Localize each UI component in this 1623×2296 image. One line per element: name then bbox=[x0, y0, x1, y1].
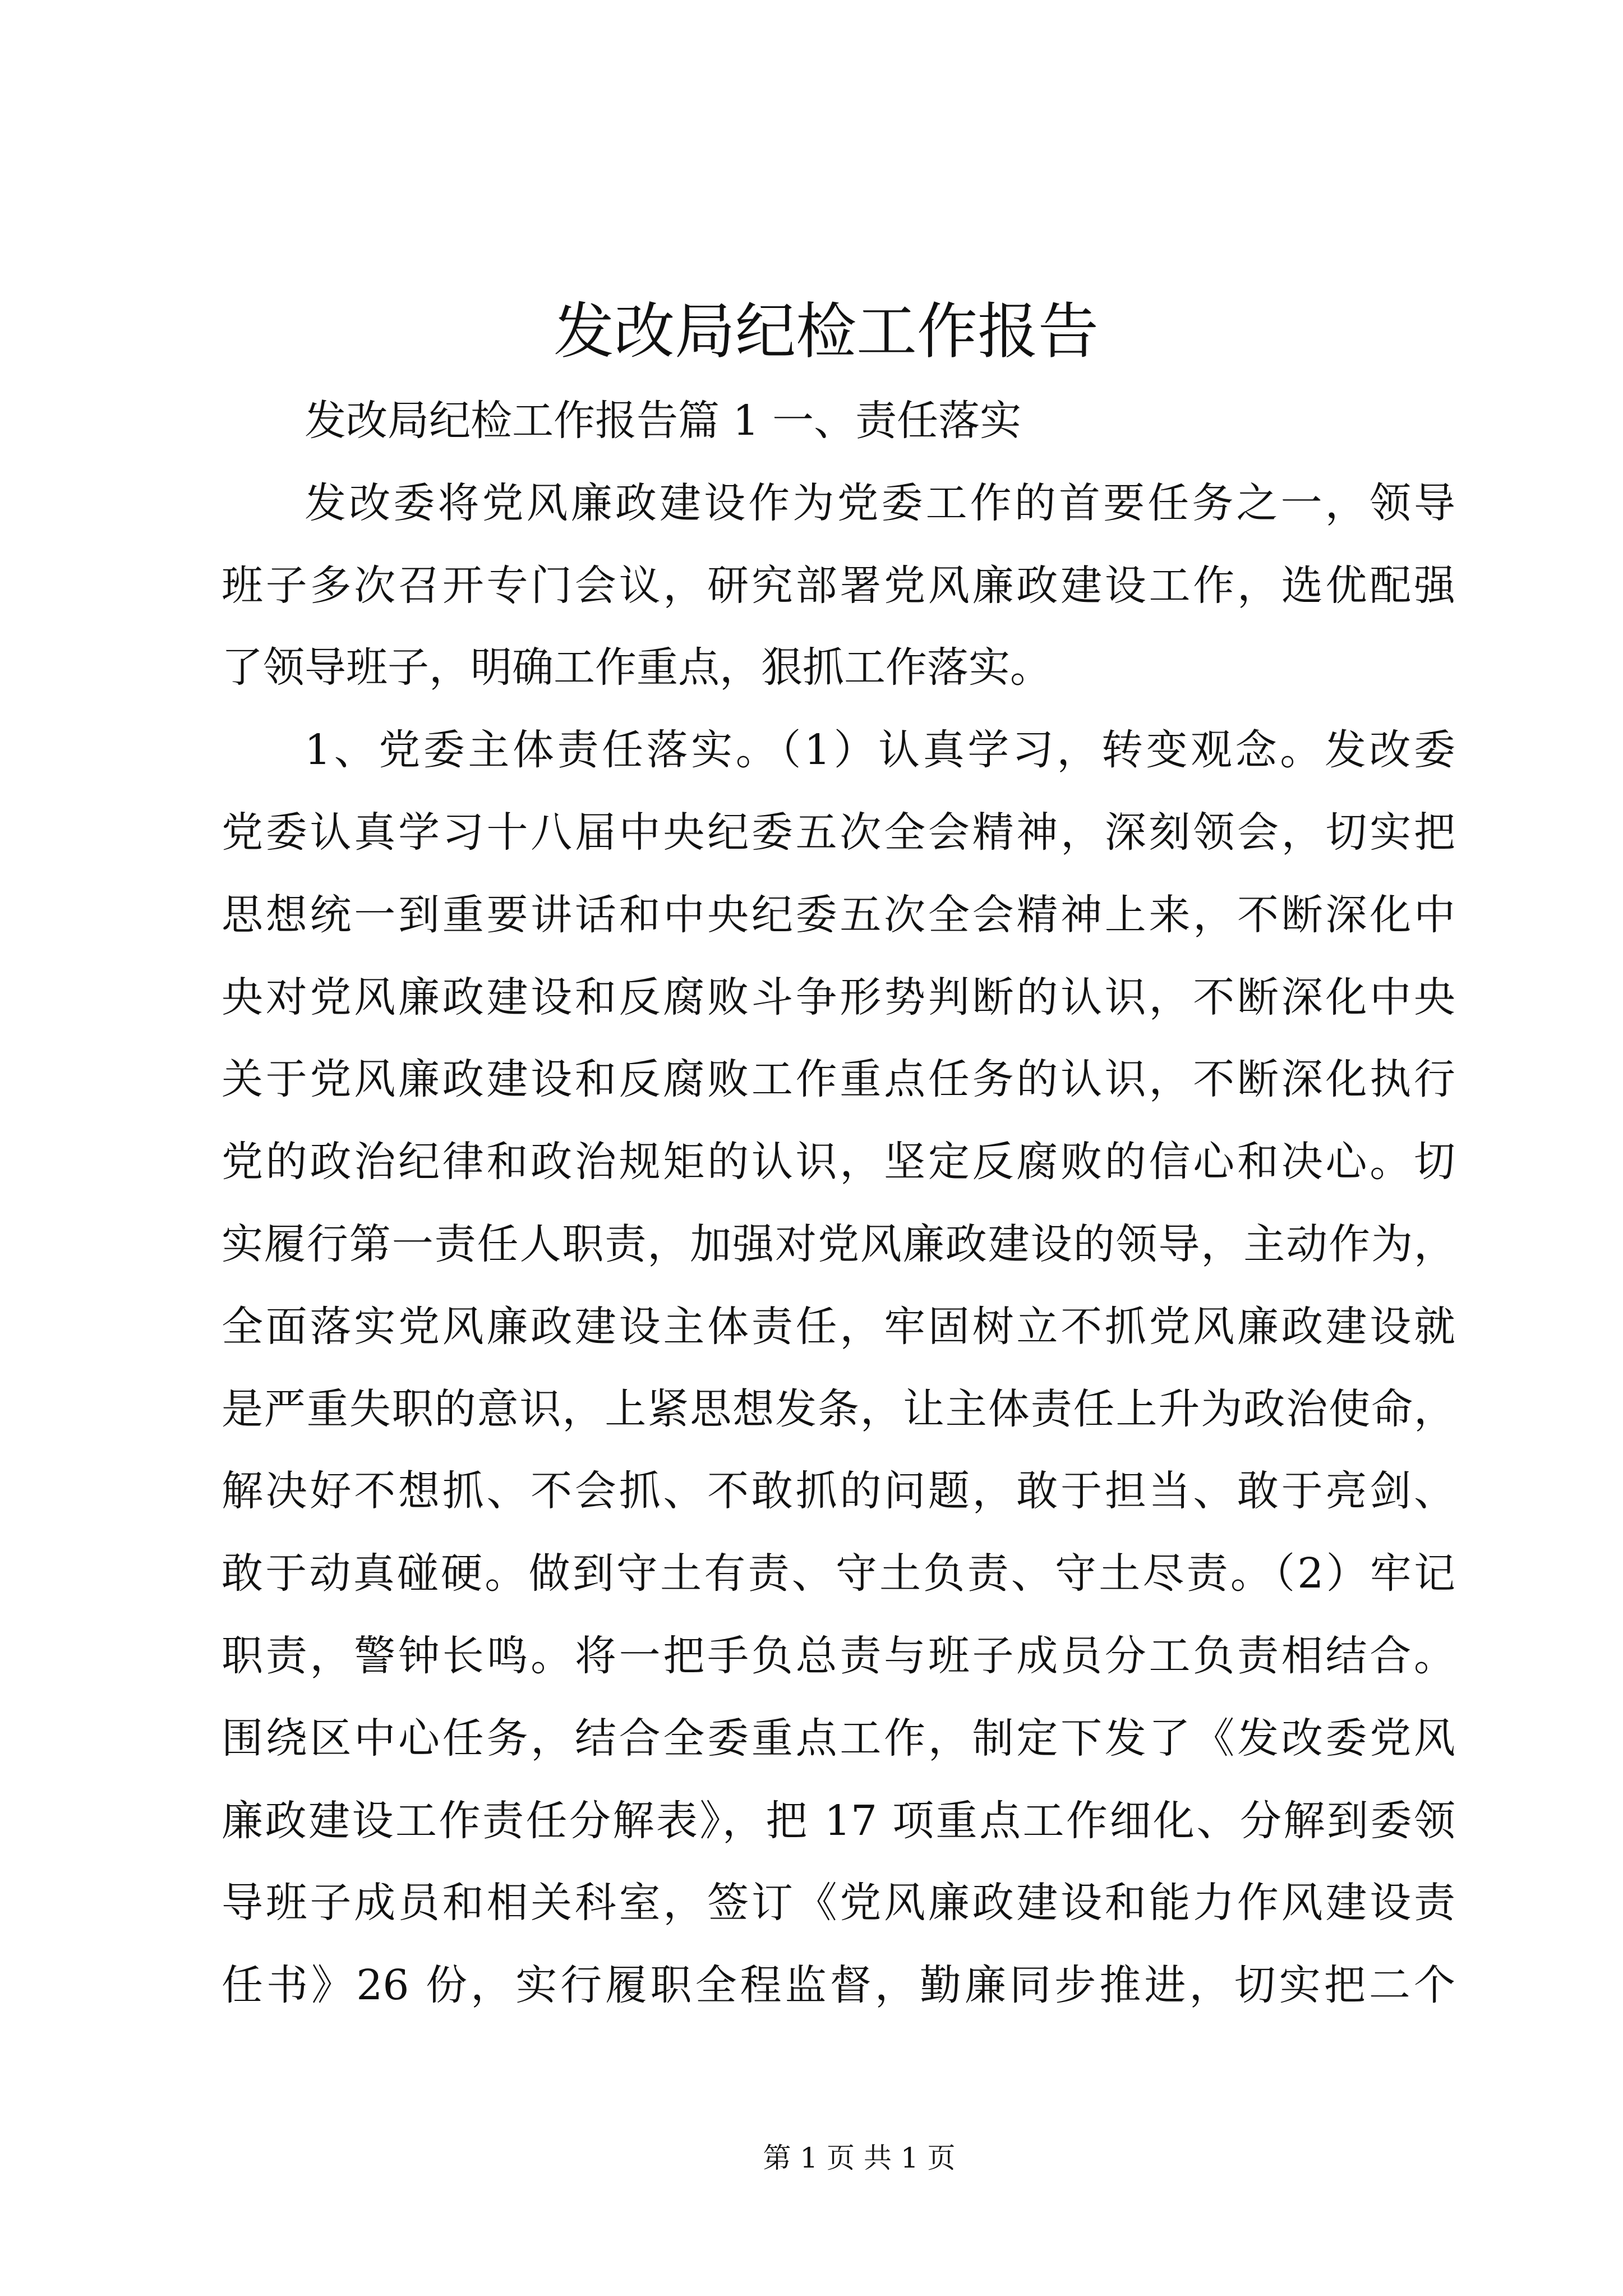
document-title: 发改局纪检工作报告 bbox=[553, 297, 1099, 367]
paragraph-line: 职责，警钟长鸣。将一把手负总责与班子成员分工负责相结合。 bbox=[222, 1631, 1455, 1680]
paragraph-line: 廉政建设工作责任分解表》，把 17 项重点工作细化、分解到委领 bbox=[222, 1796, 1455, 1845]
paragraph-line: 关于党风廉政建设和反腐败工作重点任务的认识，不断深化执行 bbox=[222, 1055, 1455, 1104]
paragraph-line: 发改委将党风廉政建设作为党委工作的首要任务之一，领导 bbox=[305, 478, 1455, 527]
paragraph-line: 实履行第一责任人职责，加强对党风廉政建设的领导，主动作为， bbox=[222, 1220, 1455, 1268]
paragraph-line: 解决好不想抓、不会抓、不敢抓的问题，敢于担当、敢于亮剑、 bbox=[222, 1467, 1455, 1516]
paragraph-line: 党的政治纪律和政治规矩的认识，坚定反腐败的信心和决心。切 bbox=[222, 1138, 1455, 1186]
paragraph-line: 全面落实党风廉政建设主体责任，牢固树立不抓党风廉政建设就 bbox=[222, 1302, 1455, 1351]
paragraph-line: 了领导班子，明确工作重点，狠抓工作落实。 bbox=[222, 643, 1052, 692]
paragraph-line: 思想统一到重要讲话和中央纪委五次全会精神上来，不断深化中 bbox=[222, 890, 1455, 939]
paragraph-party-committee-responsibility bbox=[222, 709, 1455, 2027]
paragraph-line: 1、党委主体责任落实。（1）认真学习，转变观念。发改委 bbox=[305, 726, 1455, 775]
paragraph-line: 导班子成员和相关科室，签订《党风廉政建设和能力作风建设责 bbox=[222, 1879, 1455, 1927]
paragraph-line: 是严重失职的意识，上紧思想发条，让主体责任上升为政治使命， bbox=[222, 1384, 1455, 1433]
paragraph-line: 敢于动真碰硬。做到守土有责、守土负责、守土尽责。（2）牢记 bbox=[222, 1549, 1455, 1598]
paragraph-responsibility-intro bbox=[222, 462, 1455, 709]
paragraph-line: 围绕区中心任务，结合全委重点工作，制定下发了《发改委党风 bbox=[222, 1714, 1455, 1763]
section-heading: 发改局纪检工作报告篇 1 一、责任落实 bbox=[305, 397, 1022, 445]
document-body bbox=[222, 380, 1455, 2027]
paragraph-line: 党委认真学习十八届中央纪委五次全会精神，深刻领会，切实把 bbox=[222, 808, 1455, 857]
paragraph-line: 任书》26 份，实行履职全程监督，勤廉同步推进，切实把二个 bbox=[222, 1961, 1455, 2010]
page-number-footer: 第 1 页 共 1 页 bbox=[763, 2142, 956, 2174]
paragraph-line: 班子多次召开专门会议，研究部署党风廉政建设工作，选优配强 bbox=[222, 561, 1455, 610]
paragraph-line: 央对党风廉政建设和反腐败斗争形势判断的认识，不断深化中央 bbox=[222, 973, 1455, 1022]
